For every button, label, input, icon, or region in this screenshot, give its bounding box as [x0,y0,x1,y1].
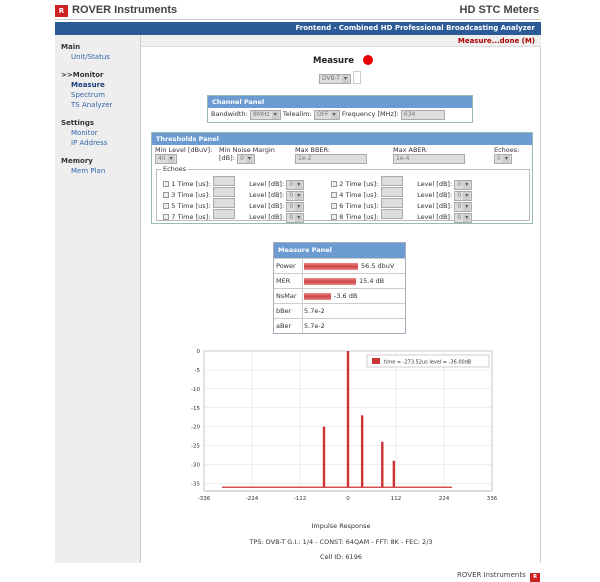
measure-name: bBer [276,307,292,315]
echoes-select[interactable]: 0 ▾ [494,154,512,164]
echo-level-select[interactable]: 0 ▾ [454,213,472,223]
echo-number: 5 [171,202,176,210]
y-tick-label: -5 [194,367,200,374]
impulse-bar [323,427,325,488]
nav-item-ip-address[interactable]: IP Address [71,139,108,147]
measure-value: 5.7e-2 [304,322,325,330]
measure-row [274,318,405,333]
chart-xlabel: Impulse Response [311,522,371,530]
impulse-bar [381,442,383,487]
echo-level-label: Level [dB]: [417,202,453,210]
echo-time-label: Time [us]: [345,202,379,210]
measure-name: MER [276,277,291,285]
sidebar [55,35,141,563]
thresholds-panel-title: Thresholds Panel [152,133,532,145]
nav-item-measure[interactable]: Measure [71,81,105,89]
measure-status-led-icon [363,55,373,65]
nav-item-mem-plan[interactable]: Mem Plan [71,167,106,175]
echo-level-select[interactable]: 0 ▾ [286,191,304,201]
measure-name: NsMar [276,292,297,300]
echo-time-label: Time [us]: [177,191,211,199]
max-aber-input[interactable]: 1e-4 [393,154,465,164]
legend-label: time = -273.52us level = -36.00dB [384,359,472,366]
cell-id: Cell ID: 6196 [320,553,362,561]
echo-time-input[interactable] [381,176,403,186]
echo-level-select[interactable]: 0 ▾ [454,180,472,190]
telealim-select[interactable]: OFF ▾ [314,110,340,120]
echo-time-label: Time [us]: [177,180,211,188]
nav-section-settings: Settings [61,119,95,127]
rover-logo-icon: R [55,5,68,17]
main-content [141,47,541,563]
echo-level-label: Level [dB]: [249,191,285,199]
measure-value: -3.6 dB [334,292,358,300]
frequency-input[interactable]: 634 [401,110,445,120]
banner [55,22,541,35]
echo-level-select[interactable]: 0 ▾ [286,180,304,190]
bandwidth-select[interactable]: 8MHz ▾ [250,110,281,120]
measure-bar [304,293,331,300]
echo-level-label: Level [dB]: [249,202,285,210]
echo-number: 4 [339,191,344,199]
echo-time-input[interactable] [213,209,235,219]
nav-item-unit-status[interactable]: Unit/Status [71,53,110,61]
x-tick-label: 336 [486,496,498,502]
min-level-select[interactable]: 40 ▾ [155,154,177,164]
frequency-label: Frequency [MHz]: [341,110,399,118]
max-bber-label: Max BBER: [295,146,331,154]
legend-swatch [372,358,380,364]
footer-brand: ROVER Instruments [457,571,526,579]
footer-logo-icon: R [530,573,540,582]
y-tick-label: -10 [191,386,200,393]
thresholds-panel [151,132,533,224]
echo-level-select[interactable]: 0 ▾ [286,202,304,212]
min-noise-label: Min Noise Margin [219,146,275,154]
nav-section-monitor: >>Monitor [61,71,104,79]
impulse-bar [361,415,363,487]
measure-bar [304,263,358,270]
tps-info: TPS: DVB-T G.I.: 1/4 - CONST: 64QAM - FFT: 8K - FEC: 2/3 [249,538,433,546]
top-bar [55,3,541,20]
impulse-bar [347,351,349,487]
bandwidth-label: Bandwidth: [211,110,248,118]
y-tick-label: 0 [196,349,200,355]
echo-time-label: Time [us]: [177,213,211,221]
nav-item-monitor-settings[interactable]: Monitor [71,129,98,137]
echo-time-input[interactable] [213,176,235,186]
echo-number: 3 [171,191,176,199]
nav-section-main: Main [61,43,81,51]
product-title: HD STC Meters [459,4,539,16]
banner-title: Frontend - Combined HD Professional Broadcasting Analyzer [295,24,535,32]
x-tick-label: 112 [390,496,402,502]
y-tick-label: -35 [191,481,200,488]
nav-section-memory: Memory [61,157,93,165]
min-noise-select[interactable]: 0 ▾ [237,154,255,164]
echo-level-label: Level [dB]: [417,191,453,199]
footer [457,571,540,581]
status-bar [141,35,541,47]
max-bber-input[interactable]: 1e-2 [295,154,367,164]
echo-enable-checkbox[interactable] [331,214,337,220]
echo-number: 7 [171,213,176,221]
echo-time-label: Time [us]: [345,191,379,199]
echo-level-select[interactable]: 0 ▾ [454,202,472,212]
channel-panel-title: Channel Panel [208,96,472,108]
measure-name: Power [276,262,296,270]
measure-name: aBer [276,322,292,330]
measure-value: 15.4 dB [359,277,385,285]
standard-scroll [353,71,361,84]
echo-level-label: Level [dB]: [417,213,453,221]
status-text: Measure...done (M) [457,37,535,45]
measure-bar [304,278,356,285]
measure-title: Measure [313,56,355,66]
telealim-label: Telealim: [282,110,312,118]
echo-number: 8 [339,213,344,221]
echo-number: 6 [339,202,344,210]
echo-time-input[interactable] [213,198,235,208]
measure-row [274,288,405,303]
y-tick-label: -20 [191,424,200,431]
x-tick-label: 224 [438,496,450,502]
echo-time-label: Time [us]: [177,202,211,210]
x-tick-label: -224 [245,496,259,502]
echoes-group-label: Echoes [163,165,187,173]
echo-level-select[interactable]: 0 ▾ [286,213,304,223]
echo-time-input[interactable] [381,198,403,208]
min-level-label: Min Level [dBuV]: [155,146,213,154]
standard-select[interactable]: DVB-T ▾ [319,74,351,84]
echo-time-input[interactable] [381,209,403,219]
measure-row [274,273,405,288]
max-aber-label: Max ABER: [393,146,429,154]
measure-row [274,258,405,273]
echo-time-input[interactable] [381,187,403,197]
echoes-label: Echoes: [494,146,520,154]
echo-level-label: Level [dB]: [249,213,285,221]
echo-time-label: Time [us]: [345,213,379,221]
measure-panel [273,242,406,334]
echo-level-label: Level [dB]: [417,180,453,188]
y-tick-label: -30 [191,462,200,469]
measure-panel-title: Measure Panel [274,243,405,258]
echo-level-select[interactable]: 0 ▾ [454,191,472,201]
nav-item-ts-analyzer[interactable]: TS Analyzer [71,101,113,109]
measure-row [274,303,405,318]
brand-title: ROVER Instruments [72,4,178,16]
echo-number: 1 [171,180,176,188]
min-noise-unit: [dB]: [219,154,235,162]
echo-level-label: Level [dB]: [249,180,285,188]
measure-value: 56.5 dbuV [361,262,395,270]
echo-enable-checkbox[interactable] [163,214,169,220]
measure-value: 5.7e-2 [304,307,325,315]
channel-panel [207,95,473,123]
echo-row [331,209,472,223]
echo-time-input[interactable] [213,187,235,197]
y-tick-label: -15 [191,405,200,412]
impulse-bar [393,461,395,487]
echo-number: 2 [339,180,344,188]
echoes-group [156,165,530,221]
x-tick-label: -336 [197,496,211,502]
impulse-response-chart [141,337,541,567]
standard-select-wrap [319,71,361,84]
x-tick-label: 0 [346,496,350,502]
echo-row [163,209,304,223]
nav-item-spectrum[interactable]: Spectrum [71,91,105,99]
x-tick-label: -112 [293,496,307,502]
echo-time-label: Time [us]: [345,180,379,188]
y-tick-label: -25 [191,443,200,450]
